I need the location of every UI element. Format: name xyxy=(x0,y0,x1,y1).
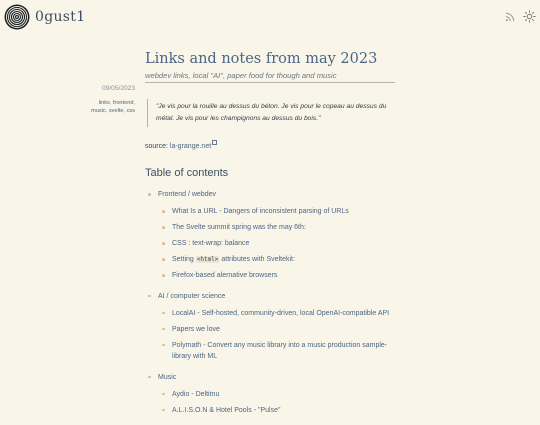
tag-css[interactable]: css xyxy=(126,107,135,114)
toc-item-link[interactable]: Papers we love xyxy=(172,325,220,333)
quote-source xyxy=(145,140,395,150)
tag-svelte[interactable]: svelte xyxy=(108,107,124,114)
toc-heading: Table of contents xyxy=(145,167,229,180)
toc-item xyxy=(158,405,398,417)
quote-block: "Je vis pour la rouille au dessus du béton. Je vis pour le copeau au dessus du métal. Je vis pour les champignons au dessus du bois." xyxy=(147,99,395,127)
toc-section-link[interactable]: Music xyxy=(158,373,177,381)
toc-item-text-before: Setting xyxy=(172,256,196,264)
toc-item-link[interactable]: Aydio - Deltitnu xyxy=(172,390,220,398)
toc-section-link[interactable]: AI / computer science xyxy=(158,292,226,300)
toc-item-link[interactable]: A.L.I.S.O.N & Hotel Pools - "Pulse" xyxy=(172,406,281,414)
toc-item-link[interactable] xyxy=(172,256,295,263)
toc-section-frontend xyxy=(145,189,395,282)
toc-section-link[interactable]: Frontend / webdev xyxy=(158,191,216,199)
toc-item xyxy=(158,270,398,282)
tag-frontend[interactable]: frontend xyxy=(112,99,134,106)
site-name[interactable]: 0gust1 xyxy=(35,9,86,25)
toc-item-link[interactable]: What Is a URL - Dangers of inconsistent parsing of URLs xyxy=(172,208,349,216)
post-meta xyxy=(91,84,135,115)
rss-icon[interactable] xyxy=(505,11,516,22)
toc-item-link[interactable]: Firefox-based alernative browsers xyxy=(172,272,278,280)
html-code-snippet: <html> xyxy=(196,256,219,264)
external-link-icon xyxy=(212,140,217,145)
article xyxy=(145,52,395,425)
toc-item xyxy=(158,324,398,336)
toc-item xyxy=(158,206,398,218)
toc-item xyxy=(158,308,398,320)
source-label: source: xyxy=(145,143,170,151)
post-title: Links and notes from may 2023 xyxy=(145,51,378,67)
toc-item-text-after: attributes with Sveltekit: xyxy=(219,256,295,264)
table-of-contents xyxy=(145,189,395,416)
toc-item xyxy=(158,389,398,401)
toc-section-ai xyxy=(145,291,395,363)
toc-item-link[interactable]: LocalAI - Self-hosted, community-driven, local OpenAI-compatible API xyxy=(172,309,390,317)
toc-item-link[interactable]: The Svelte summit spring was the may 6th: xyxy=(172,224,306,232)
toc-item-link[interactable]: Polymath - Convert any music library into a music production sample-library with ML xyxy=(172,341,388,361)
post-date: 09/05/2023 xyxy=(101,85,135,92)
spiral-logo-icon[interactable] xyxy=(4,4,30,30)
source-link[interactable]: la-grange.net xyxy=(169,143,212,151)
post-subtitle: webdev links, local "AI", paper food for though and music xyxy=(145,71,395,83)
toc-sublist xyxy=(158,389,395,417)
toc-item xyxy=(158,254,398,266)
toc-item xyxy=(158,340,398,363)
tag-list: links, frontend, music, svelte, css xyxy=(91,99,135,114)
toc-sublist xyxy=(158,206,395,282)
toc-item-link[interactable]: CSS : text-wrap: balance xyxy=(172,240,250,248)
toc-sublist xyxy=(158,308,395,363)
tag-links[interactable]: links xyxy=(98,99,110,106)
toc-item xyxy=(158,222,398,234)
site-header xyxy=(0,0,540,36)
toc-item xyxy=(158,238,398,250)
toc-section-music xyxy=(145,372,395,417)
tag-music[interactable]: music xyxy=(91,107,106,114)
sun-icon[interactable] xyxy=(523,10,536,23)
